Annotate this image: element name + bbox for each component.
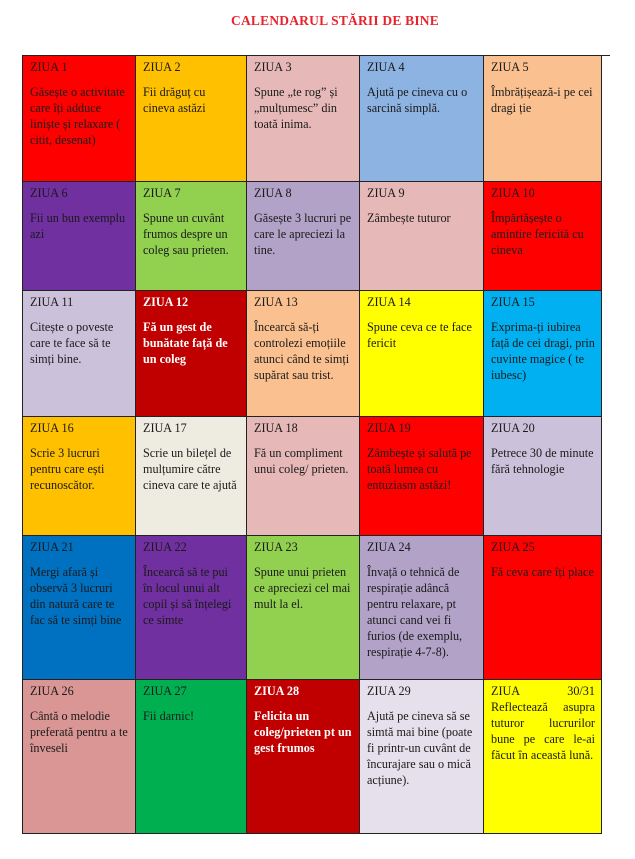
day-label: ZIUA 3 bbox=[254, 60, 292, 74]
day-text: Încearcă să te pui în locul unui alt copil și să înțelegi ce simte bbox=[143, 565, 232, 627]
day-cell-23 bbox=[247, 536, 360, 680]
calendar-grid bbox=[22, 55, 610, 834]
day-label: ZIUA 20 bbox=[491, 421, 535, 435]
day-label: ZIUA 7 bbox=[143, 186, 181, 200]
day-cell-3 bbox=[247, 56, 360, 182]
day-text: Scrie un bilețel de mulțumire către cineva care te ajută bbox=[143, 446, 237, 492]
day-cell-6 bbox=[23, 182, 136, 291]
day-label: ZIUA 17 bbox=[143, 421, 187, 435]
day-cell-14 bbox=[360, 291, 484, 417]
day-text: Citește o poveste care te face să te simți bine. bbox=[30, 320, 114, 366]
day-label: ZIUA 19 bbox=[367, 421, 411, 435]
day-cell-26 bbox=[23, 680, 136, 834]
day-cell-15 bbox=[484, 291, 602, 417]
day-label: ZIUA 29 bbox=[367, 684, 411, 698]
day-cell-28 bbox=[247, 680, 360, 834]
day-label: ZIUA 6 bbox=[30, 186, 68, 200]
day-label: ZIUA 26 bbox=[30, 684, 74, 698]
page-title: CALENDARUL STĂRII DE BINE bbox=[231, 13, 439, 28]
day-text: Fă ceva care îți place bbox=[491, 565, 594, 579]
day-text: Găsește o activitate care îți adduce liniște și relaxare ( citit, desenat) bbox=[30, 85, 125, 147]
day-text: Reflectează asupra tuturor lucrurilor bune pe care le-ai făcut în această lună. bbox=[491, 700, 595, 762]
day-cell-10 bbox=[484, 182, 602, 291]
day-text: Ajută pe cineva cu o sarcină simplă. bbox=[367, 85, 468, 115]
day-cell-8 bbox=[247, 182, 360, 291]
day-text: Mergi afară și observă 3 lucruri din natură care te fac să te simți bine bbox=[30, 565, 122, 627]
day-text: Îmbrățișează-i pe cei dragi ție bbox=[491, 85, 593, 115]
day-label: ZIUA 14 bbox=[367, 295, 411, 309]
day-cell-20 bbox=[484, 417, 602, 536]
day-cell-19 bbox=[360, 417, 484, 536]
day-text: Fă un gest de bunătate față de un coleg bbox=[143, 320, 228, 366]
day-cell-5 bbox=[484, 56, 602, 182]
day-cell-17 bbox=[136, 417, 247, 536]
day-label: ZIUA 27 bbox=[143, 684, 187, 698]
day-label: ZIUA 13 bbox=[254, 295, 298, 309]
day-label: ZIUA 10 bbox=[491, 186, 535, 200]
day-label: ZIUA 28 bbox=[254, 684, 300, 698]
day-label: ZIUA 12 bbox=[143, 295, 189, 309]
day-label: ZIUA 23 bbox=[254, 540, 298, 554]
day-text: Împărtășește o amintire fericită cu cineva bbox=[491, 211, 584, 257]
day-text: Zâmbește și salută pe toată lumea cu entuziasm astăzi! bbox=[367, 446, 472, 492]
day-cell-7 bbox=[136, 182, 247, 291]
day-label: ZIUA 2 bbox=[143, 60, 181, 74]
day-text: Fii darnic! bbox=[143, 709, 195, 723]
day-label: ZIUA 8 bbox=[254, 186, 292, 200]
day-text: Învață o tehnică de respirație adâncă pentru relaxare, pt atunci cand vei fi furios (de exemplu, respirație 4-7-8). bbox=[367, 565, 463, 659]
day-cell-24 bbox=[360, 536, 484, 680]
day-cell-9 bbox=[360, 182, 484, 291]
day-text: Cântă o melodie preferată pentru a te înveseli bbox=[30, 709, 128, 755]
day-text: Spune ceva ce te face fericit bbox=[367, 320, 472, 350]
day-label: ZIUA 1 bbox=[30, 60, 68, 74]
day-label: ZIUA 11 bbox=[30, 295, 74, 309]
day-text: Petrece 30 de minute fără tehnologie bbox=[491, 446, 594, 476]
day-label: ZIUA 5 bbox=[491, 60, 529, 74]
day-cell-22 bbox=[136, 536, 247, 680]
day-text: Spune unui prieten ce apreciezi cel mai mult la el. bbox=[254, 565, 351, 611]
day-cell-27 bbox=[136, 680, 247, 834]
day-label-word: ZIUA bbox=[491, 684, 521, 698]
day-cell-2 bbox=[136, 56, 247, 182]
day-text: Fii drăguț cu cineva astăzi bbox=[143, 85, 206, 115]
day-label: ZIUA 4 bbox=[367, 60, 405, 74]
day-text: Fii un bun exemplu azi bbox=[30, 211, 126, 241]
day-cell-21 bbox=[23, 536, 136, 680]
day-text: Felicita un coleg/prieten pt un gest frumos bbox=[254, 709, 352, 755]
day-text: Spune un cuvânt frumos despre un coleg sau prieten. bbox=[143, 211, 229, 257]
day-cell-29 bbox=[360, 680, 484, 834]
day-label: ZIUA 16 bbox=[30, 421, 74, 435]
day-cell-25 bbox=[484, 536, 602, 680]
day-text: Încearcă să-ți controlezi emoțiile atunci când te simți supărat sau trist. bbox=[254, 320, 350, 382]
day-cell-16 bbox=[23, 417, 136, 536]
day-label: ZIUA 24 bbox=[367, 540, 411, 554]
day-cell-18 bbox=[247, 417, 360, 536]
day-cell-4 bbox=[360, 56, 484, 182]
day-label-number: 30/31 bbox=[567, 684, 595, 698]
day-label: ZIUA 9 bbox=[367, 186, 405, 200]
day-cell-30-31 bbox=[484, 680, 602, 834]
day-text: Găsește 3 lucruri pe care le apreciezi la tine. bbox=[254, 211, 352, 257]
day-label: ZIUA 15 bbox=[491, 295, 535, 309]
day-label: ZIUA 18 bbox=[254, 421, 298, 435]
day-text: Ajută pe cineva să se simtă mai bine (poate fi printr-un cuvânt de încurajare sau o mică acțiune). bbox=[367, 709, 473, 787]
day-text: Zâmbește tuturor bbox=[367, 211, 451, 225]
day-label bbox=[491, 683, 595, 699]
day-label: ZIUA 21 bbox=[30, 540, 74, 554]
day-cell-13 bbox=[247, 291, 360, 417]
day-cell-1 bbox=[23, 56, 136, 182]
day-text: Fă un compliment unui coleg/ prieten. bbox=[254, 446, 349, 476]
day-label: ZIUA 22 bbox=[143, 540, 187, 554]
day-label: ZIUA 25 bbox=[491, 540, 535, 554]
day-text: Scrie 3 lucruri pentru care ești recunoscător. bbox=[30, 446, 105, 492]
day-cell-11 bbox=[23, 291, 136, 417]
day-text: Spune „te rog” și „mulțumesc” din toată inima. bbox=[254, 85, 338, 131]
day-text: Exprima-ți iubirea față de cei dragi, prin cuvinte magice ( te iubesc) bbox=[491, 320, 595, 382]
day-cell-12 bbox=[136, 291, 247, 417]
